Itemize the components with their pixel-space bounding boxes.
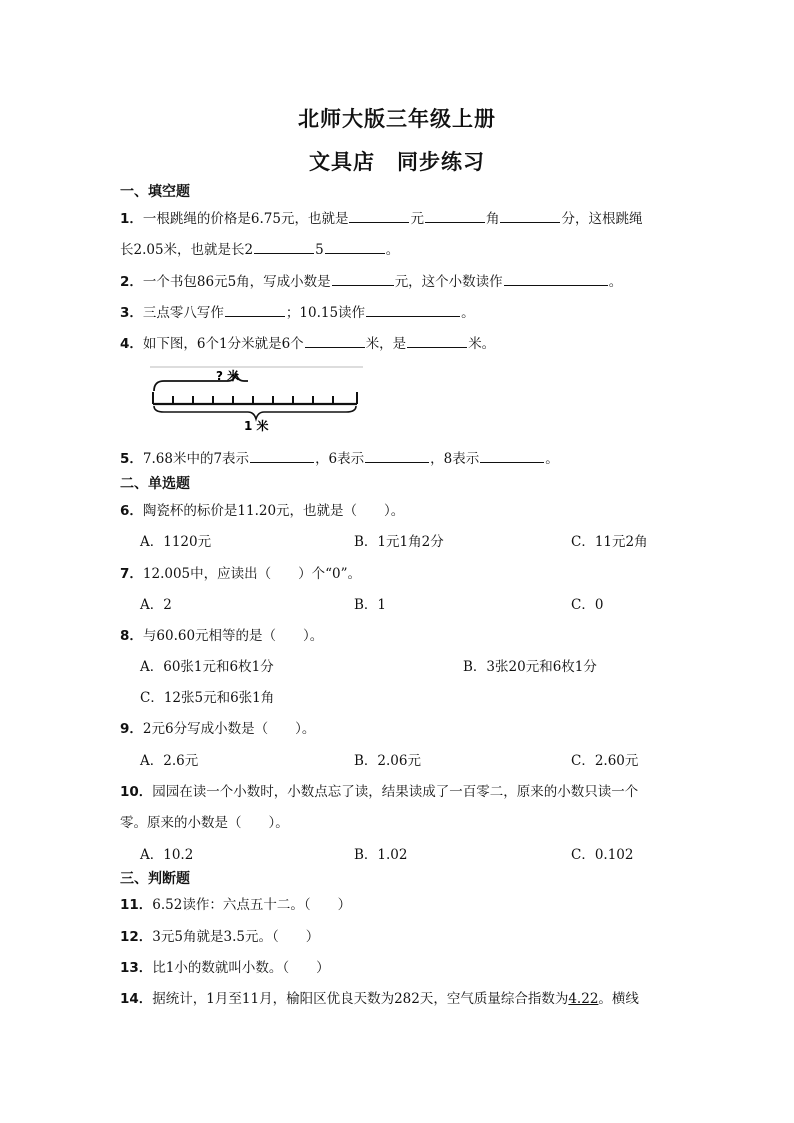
question-2: 2．一个书包86元5角，写成小数是 元，这个小数读作 。 xyxy=(120,274,623,290)
option-b[interactable]: B．3张20元和6枚1分 xyxy=(463,659,597,675)
question-number: 11． xyxy=(120,897,153,913)
question-number: 8． xyxy=(120,628,143,644)
answer-blank[interactable] xyxy=(365,449,429,463)
option-c[interactable]: C．12张5元和6张1角 xyxy=(140,690,275,706)
option-b[interactable]: B．1.02 xyxy=(354,847,408,863)
question-6: 6．陶瓷杯的标价是11.20元，也就是（ ）。 xyxy=(120,503,405,519)
question-5: 5．7.68米中的7表示 ，6表示 ，8表示 。 xyxy=(120,451,559,467)
answer-blank[interactable] xyxy=(480,449,544,463)
answer-blank[interactable] xyxy=(366,303,460,317)
section-judge-heading: 三、判断题 xyxy=(120,871,190,887)
underlined-value: 4.22 xyxy=(568,991,599,1007)
answer-blank[interactable] xyxy=(504,272,608,286)
question-1-line-2: 长2.05米，也就是长2 5 。 xyxy=(120,242,400,258)
section-fill-heading: 一、填空题 xyxy=(120,184,190,200)
question-number: 14． xyxy=(120,991,153,1007)
meter-ruler-figure xyxy=(150,364,365,432)
question-number: 6． xyxy=(120,503,143,519)
question-10-line-2: 零。原来的小数是（ ）。 xyxy=(120,815,289,831)
answer-blank[interactable] xyxy=(305,334,365,348)
option-c[interactable]: C．0 xyxy=(571,597,604,613)
option-a[interactable]: A．1120元 xyxy=(140,534,212,550)
option-a[interactable]: A．10.2 xyxy=(140,847,194,863)
question-number: 10． xyxy=(120,784,153,800)
answer-blank[interactable] xyxy=(225,303,285,317)
question-4: 4．如下图，6个1分米就是6个 米，是 米。 xyxy=(120,336,496,352)
question-10-line-1: 10．园园在读一个小数时，小数点忘了读，结果读成了一百零二，原来的小数只读一个 xyxy=(120,784,639,800)
answer-blank[interactable] xyxy=(332,272,394,286)
option-b[interactable]: B．1 xyxy=(354,597,387,613)
option-c[interactable]: C．11元2角 xyxy=(571,534,648,550)
answer-blank[interactable] xyxy=(250,449,314,463)
question-number: 13． xyxy=(120,960,153,976)
question-9: 9．2元6分写成小数是（ ）。 xyxy=(120,721,316,737)
question-number: 4． xyxy=(120,336,143,352)
ruler-ticks xyxy=(153,392,357,404)
question-8: 8．与60.60元相等的是（ ）。 xyxy=(120,628,324,644)
question-11: 11．6.52读作：六点五十二。（ ） xyxy=(120,897,352,913)
question-1-line-1: 1．一根跳绳的价格是6.75元，也就是 元 角 分，这根跳绳 xyxy=(120,211,643,227)
question-number: 5． xyxy=(120,451,143,467)
option-c[interactable]: C．0.102 xyxy=(571,847,634,863)
question-number: 7． xyxy=(120,566,143,582)
answer-blank[interactable] xyxy=(325,240,385,254)
question-13: 13．比1小的数就叫小数。（ ） xyxy=(120,960,330,976)
section-choice-heading: 二、单选题 xyxy=(120,476,190,492)
question-number: 12． xyxy=(120,929,153,945)
question-number: 1． xyxy=(120,211,143,227)
option-b[interactable]: B．2.06元 xyxy=(354,753,421,769)
option-c[interactable]: C．2.60元 xyxy=(571,753,639,769)
option-a[interactable]: A．60张1元和6枚1分 xyxy=(140,659,274,675)
option-a[interactable]: A．2.6元 xyxy=(140,753,199,769)
question-number: 3． xyxy=(120,305,143,321)
answer-blank[interactable] xyxy=(349,209,409,223)
question-12: 12．3元5角就是3.5元。（ ） xyxy=(120,929,320,945)
option-a[interactable]: A．2 xyxy=(140,597,172,613)
answer-blank[interactable] xyxy=(500,209,560,223)
answer-blank[interactable] xyxy=(425,209,485,223)
bottom-label: 1 米 xyxy=(244,419,269,432)
answer-blank[interactable] xyxy=(254,240,314,254)
bottom-brace xyxy=(154,406,356,419)
question-3: 3．三点零八写作 ；10.15读作 。 xyxy=(120,305,475,321)
question-number: 9． xyxy=(120,721,143,737)
option-b[interactable]: B．1元1角2分 xyxy=(354,534,444,550)
answer-blank[interactable] xyxy=(407,334,467,348)
page-title: 北师大版三年级上册 xyxy=(298,107,496,131)
top-label: ? 米 xyxy=(216,369,240,383)
page-subtitle: 文具店 同步练习 xyxy=(309,150,485,174)
question-number: 2． xyxy=(120,274,143,290)
question-14: 14．据统计，1月至11月，榆阳区优良天数为282天，空气质量综合指数为4.22。横线 xyxy=(120,991,639,1007)
question-7: 7．12.005中，应读出（ ）个“0”。 xyxy=(120,566,362,582)
